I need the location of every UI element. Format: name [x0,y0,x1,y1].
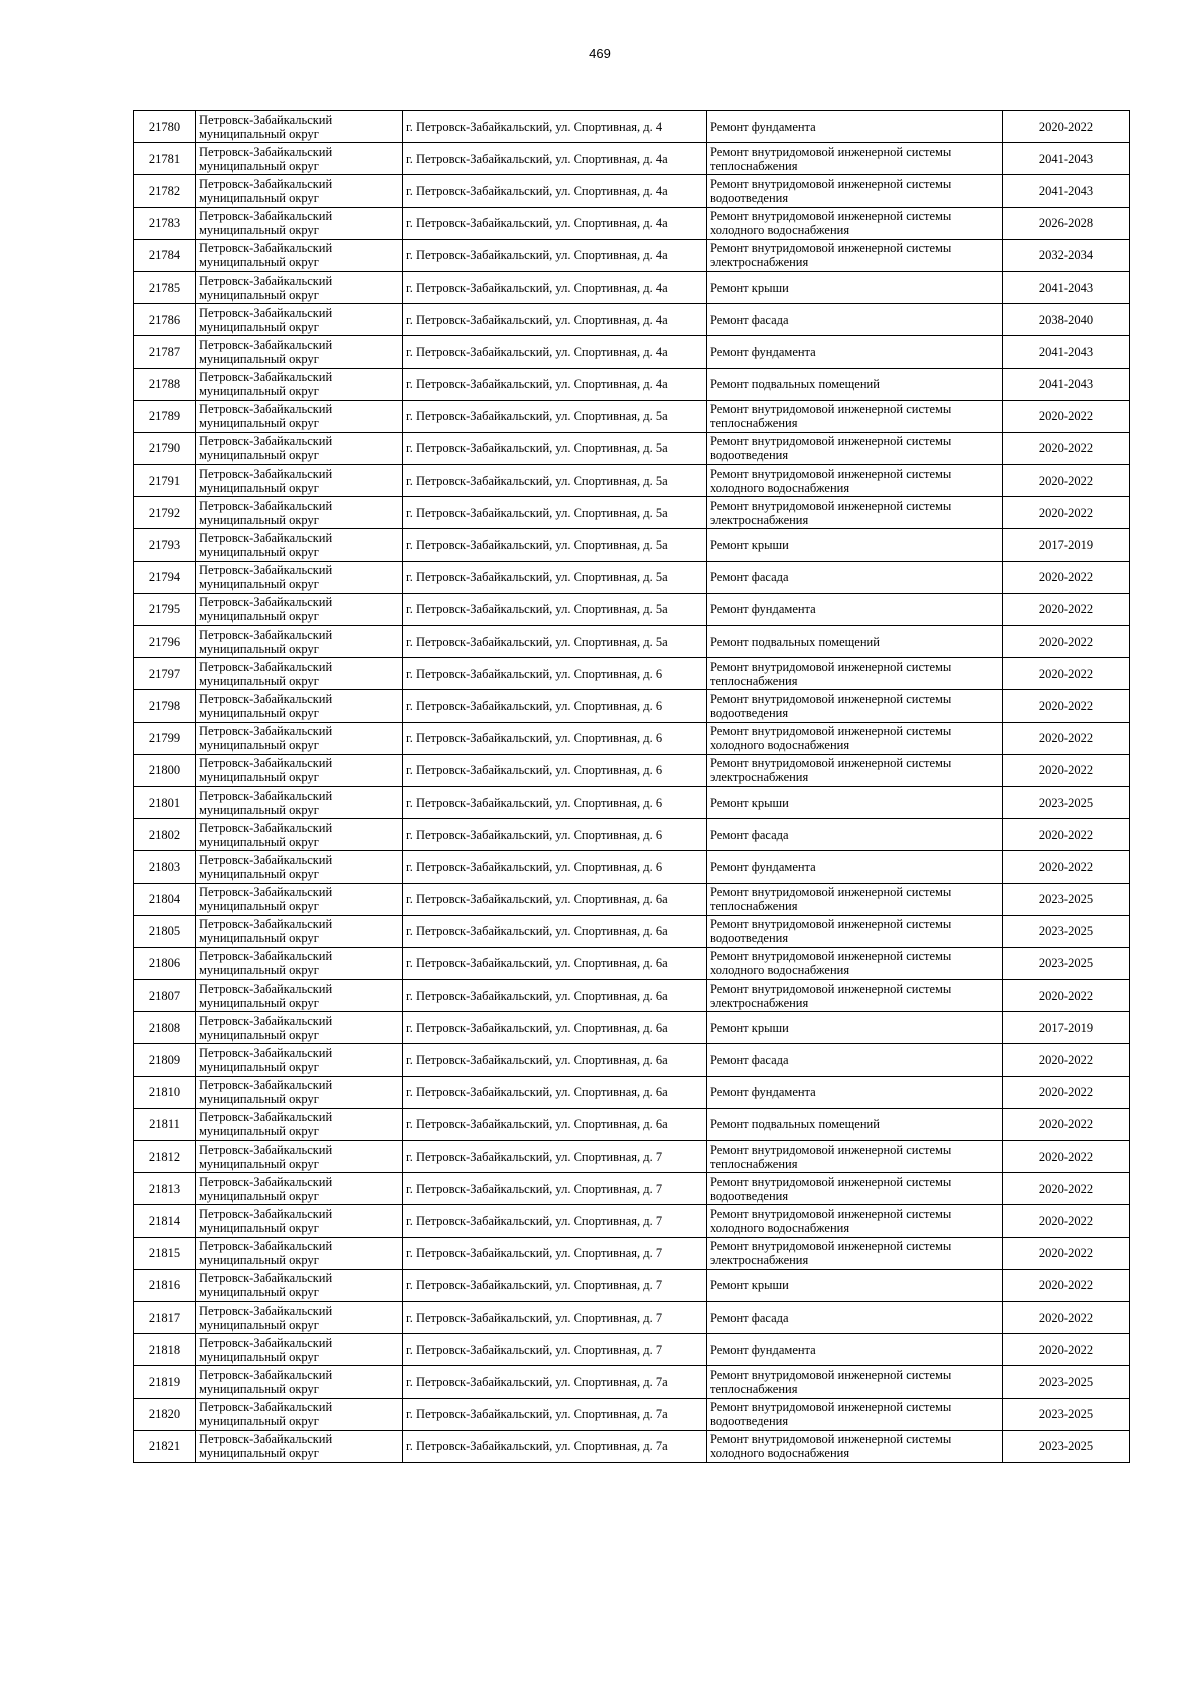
address-cell: г. Петровск-Забайкальский, ул. Спортивная, д. 4а [403,175,707,207]
work-type-cell: Ремонт фасада [707,304,1003,336]
table-row [134,626,1130,658]
work-type-cell: Ремонт внутридомовой инженерной системы теплоснабжения [707,1141,1003,1173]
period-cell: 2026-2028 [1003,207,1130,239]
period-cell: 2020-2022 [1003,1334,1130,1366]
work-type-cell: Ремонт внутридомовой инженерной системы теплоснабжения [707,1366,1003,1398]
work-type-cell: Ремонт крыши [707,271,1003,303]
table-row [134,658,1130,690]
row-number-cell: 21781 [134,143,196,175]
row-number-cell: 21821 [134,1430,196,1462]
table-row [134,1398,1130,1430]
row-number-cell: 21789 [134,400,196,432]
table-row [134,819,1130,851]
period-cell: 2041-2043 [1003,143,1130,175]
work-type-cell: Ремонт внутридомовой инженерной системы электроснабжения [707,980,1003,1012]
address-cell: г. Петровск-Забайкальский, ул. Спортивная, д. 6 [403,754,707,786]
municipality-cell: Петровск-Забайкальский муниципальный округ [196,207,403,239]
work-type-cell: Ремонт внутридомовой инженерной системы водоотведения [707,175,1003,207]
work-type-cell: Ремонт внутридомовой инженерной системы холодного водоснабжения [707,947,1003,979]
work-type-cell: Ремонт внутридомовой инженерной системы холодного водоснабжения [707,722,1003,754]
table-row [134,561,1130,593]
municipality-cell: Петровск-Забайкальский муниципальный округ [196,915,403,947]
row-number-cell: 21780 [134,111,196,143]
address-cell: г. Петровск-Забайкальский, ул. Спортивная, д. 6 [403,851,707,883]
address-cell: г. Петровск-Забайкальский, ул. Спортивная, д. 7 [403,1237,707,1269]
work-type-cell: Ремонт внутридомовой инженерной системы теплоснабжения [707,658,1003,690]
address-cell: г. Петровск-Забайкальский, ул. Спортивная, д. 6а [403,883,707,915]
address-cell: г. Петровск-Забайкальский, ул. Спортивная, д. 5а [403,497,707,529]
period-cell: 2020-2022 [1003,1076,1130,1108]
address-cell: г. Петровск-Забайкальский, ул. Спортивная, д. 7 [403,1269,707,1301]
address-cell: г. Петровск-Забайкальский, ул. Спортивная, д. 5а [403,465,707,497]
municipality-cell: Петровск-Забайкальский муниципальный округ [196,1430,403,1462]
table-row [134,497,1130,529]
period-cell: 2020-2022 [1003,1108,1130,1140]
row-number-cell: 21786 [134,304,196,336]
work-type-cell: Ремонт внутридомовой инженерной системы холодного водоснабжения [707,1430,1003,1462]
address-cell: г. Петровск-Забайкальский, ул. Спортивная, д. 6а [403,1076,707,1108]
table-row [134,754,1130,786]
municipality-cell: Петровск-Забайкальский муниципальный округ [196,851,403,883]
work-type-cell: Ремонт фасада [707,1044,1003,1076]
period-cell: 2020-2022 [1003,722,1130,754]
period-cell: 2041-2043 [1003,368,1130,400]
row-number-cell: 21801 [134,786,196,818]
row-number-cell: 21795 [134,593,196,625]
work-type-cell: Ремонт внутридомовой инженерной системы водоотведения [707,432,1003,464]
period-cell: 2017-2019 [1003,1012,1130,1044]
table-row [134,851,1130,883]
period-cell: 2023-2025 [1003,786,1130,818]
address-cell: г. Петровск-Забайкальский, ул. Спортивная, д. 6 [403,819,707,851]
row-number-cell: 21805 [134,915,196,947]
municipality-cell: Петровск-Забайкальский муниципальный округ [196,1269,403,1301]
work-type-cell: Ремонт фундамента [707,593,1003,625]
address-cell: г. Петровск-Забайкальский, ул. Спортивная, д. 5а [403,561,707,593]
period-cell: 2020-2022 [1003,1205,1130,1237]
row-number-cell: 21791 [134,465,196,497]
work-type-cell: Ремонт внутридомовой инженерной системы холодного водоснабжения [707,465,1003,497]
period-cell: 2020-2022 [1003,819,1130,851]
municipality-cell: Петровск-Забайкальский муниципальный округ [196,754,403,786]
period-cell: 2020-2022 [1003,658,1130,690]
address-cell: г. Петровск-Забайкальский, ул. Спортивная, д. 6а [403,980,707,1012]
period-cell: 2023-2025 [1003,947,1130,979]
table-row [134,947,1130,979]
work-type-cell: Ремонт внутридомовой инженерной системы электроснабжения [707,1237,1003,1269]
table-row [134,883,1130,915]
period-cell: 2038-2040 [1003,304,1130,336]
period-cell: 2020-2022 [1003,1044,1130,1076]
period-cell: 2041-2043 [1003,175,1130,207]
work-type-cell: Ремонт крыши [707,1012,1003,1044]
table-row [134,304,1130,336]
municipality-cell: Петровск-Забайкальский муниципальный округ [196,529,403,561]
municipality-cell: Петровск-Забайкальский муниципальный округ [196,690,403,722]
period-cell: 2020-2022 [1003,1237,1130,1269]
period-cell: 2020-2022 [1003,400,1130,432]
address-cell: г. Петровск-Забайкальский, ул. Спортивная, д. 6а [403,1044,707,1076]
work-type-cell: Ремонт внутридомовой инженерной системы водоотведения [707,915,1003,947]
table-row [134,1108,1130,1140]
table-row [134,465,1130,497]
period-cell: 2020-2022 [1003,111,1130,143]
row-number-cell: 21817 [134,1301,196,1333]
municipality-cell: Петровск-Забайкальский муниципальный округ [196,561,403,593]
row-number-cell: 21796 [134,626,196,658]
address-cell: г. Петровск-Забайкальский, ул. Спортивная, д. 6 [403,658,707,690]
work-type-cell: Ремонт внутридомовой инженерной системы водоотведения [707,1173,1003,1205]
address-cell: г. Петровск-Забайкальский, ул. Спортивная, д. 7 [403,1301,707,1333]
row-number-cell: 21785 [134,271,196,303]
work-type-cell: Ремонт внутридомовой инженерной системы водоотведения [707,690,1003,722]
period-cell: 2020-2022 [1003,1301,1130,1333]
period-cell: 2023-2025 [1003,1430,1130,1462]
table-row [134,368,1130,400]
address-cell: г. Петровск-Забайкальский, ул. Спортивная, д. 6 [403,722,707,754]
repair-schedule-table [133,110,1130,1463]
address-cell: г. Петровск-Забайкальский, ул. Спортивная, д. 4а [403,336,707,368]
municipality-cell: Петровск-Забайкальский муниципальный округ [196,1334,403,1366]
municipality-cell: Петровск-Забайкальский муниципальный округ [196,400,403,432]
work-type-cell: Ремонт крыши [707,786,1003,818]
table-row [134,980,1130,1012]
address-cell: г. Петровск-Забайкальский, ул. Спортивная, д. 7а [403,1366,707,1398]
address-cell: г. Петровск-Забайкальский, ул. Спортивная, д. 6а [403,1012,707,1044]
work-type-cell: Ремонт внутридомовой инженерной системы холодного водоснабжения [707,1205,1003,1237]
work-type-cell: Ремонт фундамента [707,851,1003,883]
work-type-cell: Ремонт крыши [707,1269,1003,1301]
address-cell: г. Петровск-Забайкальский, ул. Спортивная, д. 4а [403,207,707,239]
table-row [134,1012,1130,1044]
municipality-cell: Петровск-Забайкальский муниципальный округ [196,1173,403,1205]
row-number-cell: 21802 [134,819,196,851]
address-cell: г. Петровск-Забайкальский, ул. Спортивная, д. 4 [403,111,707,143]
row-number-cell: 21794 [134,561,196,593]
row-number-cell: 21818 [134,1334,196,1366]
period-cell: 2017-2019 [1003,529,1130,561]
work-type-cell: Ремонт внутридомовой инженерной системы электроснабжения [707,239,1003,271]
table-row [134,1301,1130,1333]
period-cell: 2020-2022 [1003,754,1130,786]
work-type-cell: Ремонт внутридомовой инженерной системы холодного водоснабжения [707,207,1003,239]
address-cell: г. Петровск-Забайкальский, ул. Спортивная, д. 5а [403,432,707,464]
municipality-cell: Петровск-Забайкальский муниципальный округ [196,239,403,271]
work-type-cell: Ремонт подвальных помещений [707,626,1003,658]
period-cell: 2020-2022 [1003,497,1130,529]
period-cell: 2020-2022 [1003,1173,1130,1205]
period-cell: 2041-2043 [1003,336,1130,368]
period-cell: 2023-2025 [1003,1366,1130,1398]
table-row [134,1173,1130,1205]
work-type-cell: Ремонт фасада [707,561,1003,593]
municipality-cell: Петровск-Забайкальский муниципальный округ [196,143,403,175]
work-type-cell: Ремонт фундамента [707,111,1003,143]
municipality-cell: Петровск-Забайкальский муниципальный округ [196,465,403,497]
work-type-cell: Ремонт фундамента [707,1334,1003,1366]
row-number-cell: 21810 [134,1076,196,1108]
municipality-cell: Петровск-Забайкальский муниципальный округ [196,593,403,625]
row-number-cell: 21807 [134,980,196,1012]
address-cell: г. Петровск-Забайкальский, ул. Спортивная, д. 4а [403,368,707,400]
row-number-cell: 21811 [134,1108,196,1140]
table-row [134,1237,1130,1269]
municipality-cell: Петровск-Забайкальский муниципальный округ [196,271,403,303]
table-row [134,175,1130,207]
period-cell: 2020-2022 [1003,980,1130,1012]
municipality-cell: Петровск-Забайкальский муниципальный округ [196,432,403,464]
row-number-cell: 21814 [134,1205,196,1237]
municipality-cell: Петровск-Забайкальский муниципальный округ [196,1301,403,1333]
municipality-cell: Петровск-Забайкальский муниципальный округ [196,304,403,336]
municipality-cell: Петровск-Забайкальский муниципальный округ [196,1012,403,1044]
period-cell: 2020-2022 [1003,690,1130,722]
table-row [134,529,1130,561]
work-type-cell: Ремонт фасада [707,1301,1003,1333]
table-row [134,1044,1130,1076]
municipality-cell: Петровск-Забайкальский муниципальный округ [196,1076,403,1108]
table-row [134,400,1130,432]
table-row [134,1141,1130,1173]
row-number-cell: 21784 [134,239,196,271]
municipality-cell: Петровск-Забайкальский муниципальный округ [196,497,403,529]
period-cell: 2020-2022 [1003,561,1130,593]
row-number-cell: 21816 [134,1269,196,1301]
address-cell: г. Петровск-Забайкальский, ул. Спортивная, д. 5а [403,626,707,658]
address-cell: г. Петровск-Забайкальский, ул. Спортивная, д. 5а [403,400,707,432]
table-row [134,143,1130,175]
work-type-cell: Ремонт крыши [707,529,1003,561]
table-row [134,722,1130,754]
work-type-cell: Ремонт внутридомовой инженерной системы электроснабжения [707,497,1003,529]
period-cell: 2023-2025 [1003,883,1130,915]
row-number-cell: 21809 [134,1044,196,1076]
municipality-cell: Петровск-Забайкальский муниципальный округ [196,336,403,368]
table-row [134,271,1130,303]
municipality-cell: Петровск-Забайкальский муниципальный округ [196,1044,403,1076]
address-cell: г. Петровск-Забайкальский, ул. Спортивная, д. 6а [403,915,707,947]
row-number-cell: 21793 [134,529,196,561]
table-row [134,432,1130,464]
period-cell: 2023-2025 [1003,915,1130,947]
row-number-cell: 21803 [134,851,196,883]
row-number-cell: 21806 [134,947,196,979]
work-type-cell: Ремонт внутридомовой инженерной системы теплоснабжения [707,400,1003,432]
municipality-cell: Петровск-Забайкальский муниципальный округ [196,786,403,818]
address-cell: г. Петровск-Забайкальский, ул. Спортивная, д. 7а [403,1430,707,1462]
table-row [134,111,1130,143]
municipality-cell: Петровск-Забайкальский муниципальный округ [196,368,403,400]
row-number-cell: 21819 [134,1366,196,1398]
table-row [134,786,1130,818]
municipality-cell: Петровск-Забайкальский муниципальный округ [196,883,403,915]
period-cell: 2020-2022 [1003,851,1130,883]
work-type-cell: Ремонт фасада [707,819,1003,851]
municipality-cell: Петровск-Забайкальский муниципальный округ [196,1366,403,1398]
municipality-cell: Петровск-Забайкальский муниципальный округ [196,1398,403,1430]
row-number-cell: 21800 [134,754,196,786]
address-cell: г. Петровск-Забайкальский, ул. Спортивная, д. 5а [403,593,707,625]
address-cell: г. Петровск-Забайкальский, ул. Спортивная, д. 6а [403,1108,707,1140]
municipality-cell: Петровск-Забайкальский муниципальный округ [196,175,403,207]
table-row [134,207,1130,239]
period-cell: 2020-2022 [1003,1141,1130,1173]
table-row [134,1430,1130,1462]
row-number-cell: 21783 [134,207,196,239]
page-number: 469 [589,46,611,61]
municipality-cell: Петровск-Забайкальский муниципальный округ [196,819,403,851]
table-body [134,111,1130,1463]
work-type-cell: Ремонт внутридомовой инженерной системы теплоснабжения [707,883,1003,915]
period-cell: 2023-2025 [1003,1398,1130,1430]
municipality-cell: Петровск-Забайкальский муниципальный округ [196,1237,403,1269]
address-cell: г. Петровск-Забайкальский, ул. Спортивная, д. 6 [403,690,707,722]
row-number-cell: 21797 [134,658,196,690]
table-row [134,1334,1130,1366]
municipality-cell: Петровск-Забайкальский муниципальный округ [196,111,403,143]
work-type-cell: Ремонт фундамента [707,1076,1003,1108]
address-cell: г. Петровск-Забайкальский, ул. Спортивная, д. 4а [403,239,707,271]
row-number-cell: 21804 [134,883,196,915]
address-cell: г. Петровск-Забайкальский, ул. Спортивная, д. 4а [403,271,707,303]
table-row [134,239,1130,271]
table-row [134,1205,1130,1237]
municipality-cell: Петровск-Забайкальский муниципальный округ [196,626,403,658]
work-type-cell: Ремонт подвальных помещений [707,1108,1003,1140]
address-cell: г. Петровск-Забайкальский, ул. Спортивная, д. 4а [403,304,707,336]
period-cell: 2020-2022 [1003,465,1130,497]
table-row [134,915,1130,947]
table-row [134,336,1130,368]
row-number-cell: 21782 [134,175,196,207]
row-number-cell: 21792 [134,497,196,529]
address-cell: г. Петровск-Забайкальский, ул. Спортивная, д. 4а [403,143,707,175]
address-cell: г. Петровск-Забайкальский, ул. Спортивная, д. 7 [403,1334,707,1366]
work-type-cell: Ремонт внутридомовой инженерной системы электроснабжения [707,754,1003,786]
address-cell: г. Петровск-Забайкальский, ул. Спортивная, д. 5а [403,529,707,561]
row-number-cell: 21820 [134,1398,196,1430]
row-number-cell: 21813 [134,1173,196,1205]
address-cell: г. Петровск-Забайкальский, ул. Спортивная, д. 7 [403,1141,707,1173]
municipality-cell: Петровск-Забайкальский муниципальный округ [196,980,403,1012]
address-cell: г. Петровск-Забайкальский, ул. Спортивная, д. 7 [403,1173,707,1205]
period-cell: 2020-2022 [1003,626,1130,658]
municipality-cell: Петровск-Забайкальский муниципальный округ [196,1108,403,1140]
row-number-cell: 21790 [134,432,196,464]
row-number-cell: 21799 [134,722,196,754]
period-cell: 2032-2034 [1003,239,1130,271]
municipality-cell: Петровск-Забайкальский муниципальный округ [196,1205,403,1237]
table-row [134,690,1130,722]
municipality-cell: Петровск-Забайкальский муниципальный округ [196,658,403,690]
row-number-cell: 21787 [134,336,196,368]
address-cell: г. Петровск-Забайкальский, ул. Спортивная, д. 6а [403,947,707,979]
address-cell: г. Петровск-Забайкальский, ул. Спортивная, д. 7 [403,1205,707,1237]
row-number-cell: 21812 [134,1141,196,1173]
row-number-cell: 21788 [134,368,196,400]
row-number-cell: 21798 [134,690,196,722]
row-number-cell: 21815 [134,1237,196,1269]
row-number-cell: 21808 [134,1012,196,1044]
municipality-cell: Петровск-Забайкальский муниципальный округ [196,1141,403,1173]
municipality-cell: Петровск-Забайкальский муниципальный округ [196,722,403,754]
period-cell: 2020-2022 [1003,593,1130,625]
table-row [134,593,1130,625]
table-row [134,1269,1130,1301]
table-row [134,1076,1130,1108]
table-row [134,1366,1130,1398]
period-cell: 2020-2022 [1003,1269,1130,1301]
address-cell: г. Петровск-Забайкальский, ул. Спортивная, д. 6 [403,786,707,818]
municipality-cell: Петровск-Забайкальский муниципальный округ [196,947,403,979]
period-cell: 2020-2022 [1003,432,1130,464]
work-type-cell: Ремонт внутридомовой инженерной системы теплоснабжения [707,143,1003,175]
work-type-cell: Ремонт внутридомовой инженерной системы водоотведения [707,1398,1003,1430]
work-type-cell: Ремонт фундамента [707,336,1003,368]
address-cell: г. Петровск-Забайкальский, ул. Спортивная, д. 7а [403,1398,707,1430]
work-type-cell: Ремонт подвальных помещений [707,368,1003,400]
period-cell: 2041-2043 [1003,271,1130,303]
